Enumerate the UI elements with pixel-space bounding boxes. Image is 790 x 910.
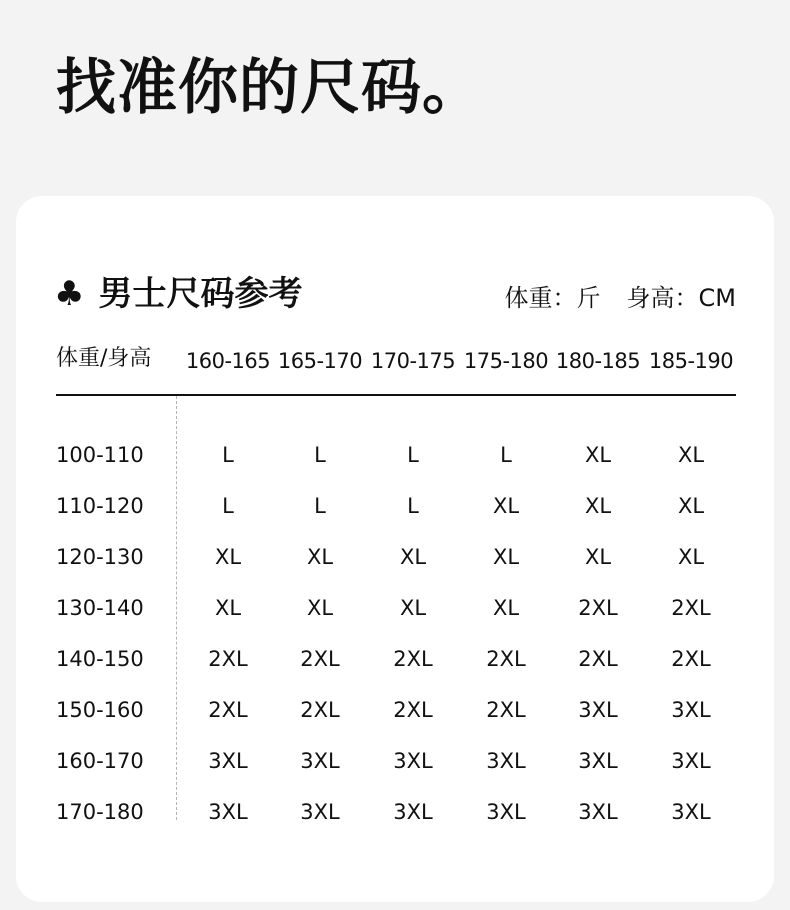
- size-cell: XL: [584, 443, 612, 467]
- size-cell: L: [222, 494, 234, 518]
- size-cell: 3XL: [300, 800, 340, 824]
- row-label: 170-180: [56, 800, 144, 824]
- column-header: 160-165: [185, 349, 271, 373]
- size-cell: 2XL: [300, 698, 340, 722]
- size-cell: L: [407, 443, 419, 467]
- column-header: 170-175: [370, 349, 456, 373]
- size-cell: L: [222, 443, 234, 467]
- size-cell: XL: [677, 443, 705, 467]
- size-cell: XL: [492, 494, 520, 518]
- size-cell: 3XL: [300, 749, 340, 773]
- size-cell: 3XL: [578, 800, 618, 824]
- size-cell: 2XL: [578, 596, 618, 620]
- table-corner-label: 体重/身高: [56, 346, 152, 371]
- row-label-divider: [176, 396, 177, 820]
- size-cell: 3XL: [486, 800, 526, 824]
- size-cell: XL: [584, 545, 612, 569]
- column-header: 165-170: [277, 349, 363, 373]
- size-cell: 3XL: [208, 749, 248, 773]
- size-cell: 2XL: [486, 698, 526, 722]
- size-cell: 3XL: [208, 800, 248, 824]
- section-header: [54, 274, 302, 314]
- size-cell: XL: [492, 596, 520, 620]
- page-title: 找准你的尺码。: [56, 53, 483, 123]
- unit-weight: 体重：斤: [504, 284, 601, 312]
- size-cell: XL: [306, 596, 334, 620]
- row-label: 140-150: [56, 647, 144, 671]
- size-chart-card: [16, 196, 774, 902]
- size-cell: 3XL: [393, 800, 433, 824]
- size-cell: 2XL: [486, 647, 526, 671]
- size-cell: 2XL: [208, 647, 248, 671]
- header-divider: [56, 394, 736, 396]
- row-label: 110-120: [56, 494, 144, 518]
- size-cell: 2XL: [208, 698, 248, 722]
- column-header: 175-180: [463, 349, 549, 373]
- section-title: 男士尺码参考: [98, 274, 303, 314]
- size-cell: 3XL: [578, 698, 618, 722]
- size-cell: 2XL: [393, 698, 433, 722]
- size-cell: XL: [492, 545, 520, 569]
- club-icon: ♣: [54, 274, 85, 314]
- size-cell: XL: [214, 545, 242, 569]
- size-cell: L: [314, 494, 326, 518]
- size-cell: XL: [399, 545, 427, 569]
- size-cell: 3XL: [671, 800, 711, 824]
- size-cell: 3XL: [486, 749, 526, 773]
- unit-legend: [505, 282, 736, 314]
- unit-height: 身高：CM: [626, 284, 736, 312]
- size-cell: 3XL: [393, 749, 433, 773]
- size-cell: 2XL: [671, 647, 711, 671]
- column-header: 180-185: [555, 349, 641, 373]
- size-cell: 2XL: [300, 647, 340, 671]
- size-cell: XL: [214, 596, 242, 620]
- row-label: 130-140: [56, 596, 144, 620]
- row-label: 150-160: [56, 698, 144, 722]
- size-cell: L: [407, 494, 419, 518]
- column-header: 185-190: [648, 349, 734, 373]
- size-cell: 2XL: [671, 596, 711, 620]
- size-cell: XL: [584, 494, 612, 518]
- size-cell: L: [314, 443, 326, 467]
- size-cell: XL: [306, 545, 334, 569]
- size-cell: 3XL: [578, 749, 618, 773]
- size-cell: 3XL: [671, 749, 711, 773]
- size-cell: 3XL: [671, 698, 711, 722]
- size-cell: XL: [399, 596, 427, 620]
- row-label: 160-170: [56, 749, 144, 773]
- size-cell: 2XL: [393, 647, 433, 671]
- size-cell: L: [500, 443, 512, 467]
- row-label: 100-110: [56, 443, 144, 467]
- row-label: 120-130: [56, 545, 144, 569]
- size-cell: 2XL: [578, 647, 618, 671]
- size-cell: XL: [677, 545, 705, 569]
- size-cell: XL: [677, 494, 705, 518]
